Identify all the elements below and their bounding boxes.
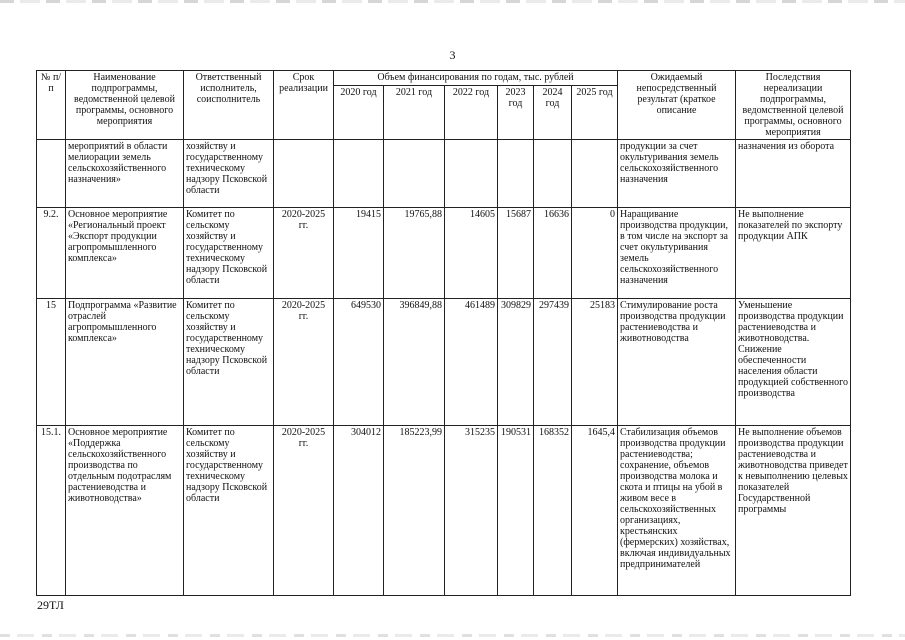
cell-consequence: назначения из оборота (736, 140, 851, 208)
cell-num: 15 (37, 299, 66, 426)
cell-term: 2020-2025 гг. (274, 426, 334, 596)
cell-2023: 190531 (498, 426, 534, 596)
header-2023: 2023 год (498, 85, 534, 139)
header-2021: 2021 год (384, 85, 445, 139)
table-row (37, 140, 851, 208)
header-2022: 2022 год (445, 85, 498, 139)
cell-2021: 396849,88 (384, 299, 445, 426)
cell-term: 2020-2025 гг. (274, 208, 334, 299)
cell-consequence: Уменьшение производства продукции растениеводства и животноводства. Снижение обеспеченности населения области продукцией собственного производства (736, 299, 851, 426)
header-consequence: Последствия нереализации подпрограммы, ведомственной целевой программы, основного мероприятия (736, 71, 851, 140)
cell-consequence: Не выполнение показателей по экспорту продукции АПК (736, 208, 851, 299)
cell-consequence: Не выполнение объемов производства продукции растениеводства и животноводства приведет к невыполнению целевых показателей Государственной программы (736, 426, 851, 596)
cell-executor: Комитет по сельскому хозяйству и государственному техническому надзору Псковской области (184, 299, 274, 426)
cell-2025 (572, 140, 618, 208)
cell-2023 (498, 140, 534, 208)
cell-2025: 25183 (572, 299, 618, 426)
header-2024: 2024 год (534, 85, 572, 139)
cell-2025: 0 (572, 208, 618, 299)
cell-2023: 309829 (498, 299, 534, 426)
cell-term (274, 140, 334, 208)
cell-2020 (334, 140, 384, 208)
footer-code: 29ТЛ (37, 598, 64, 612)
scan-edge-top (0, 0, 905, 3)
cell-2024: 16636 (534, 208, 572, 299)
cell-2021: 19765,88 (384, 208, 445, 299)
header-name: Наименование подпрограммы, ведомственной целевой программы, основного мероприятия (66, 71, 184, 140)
cell-num: 15.1. (37, 426, 66, 596)
header-2020: 2020 год (334, 85, 384, 139)
cell-result: Стабилизация объемов производства продукции растениеводства; сохранение, объемов производства молока и скота и птицы на убой в живом весе в сельскохозяйственных организациях, крестьянских (фермерских) хозяйствах, включая индивидуальных предпринимателей (618, 426, 736, 596)
header-executor: Ответственный исполнитель, соисполнитель (184, 71, 274, 140)
cell-2022: 461489 (445, 299, 498, 426)
cell-2024: 168352 (534, 426, 572, 596)
page-number: 3 (449, 48, 456, 62)
cell-2024: 297439 (534, 299, 572, 426)
cell-num: 9.2. (37, 208, 66, 299)
cell-executor: хозяйству и государственному техническому надзору Псковской области (184, 140, 274, 208)
cell-2020: 304012 (334, 426, 384, 596)
table-row (37, 208, 851, 299)
cell-executor: Комитет по сельскому хозяйству и государственному техническому надзору Псковской области (184, 426, 274, 596)
cell-2022: 315235 (445, 426, 498, 596)
cell-2021: 185223,99 (384, 426, 445, 596)
cell-term: 2020-2025 гг. (274, 299, 334, 426)
cell-num (37, 140, 66, 208)
cell-2020: 19415 (334, 208, 384, 299)
cell-2022: 14605 (445, 208, 498, 299)
cell-2025: 1645,4 (572, 426, 618, 596)
cell-2024 (534, 140, 572, 208)
cell-name: мероприятий в области мелиорации земель сельскохозяйственного назначения» (66, 140, 184, 208)
cell-2021 (384, 140, 445, 208)
cell-2020: 649530 (334, 299, 384, 426)
header-result: Ожидаемый непосредственный результат (краткое описание (618, 71, 736, 140)
header-row (37, 71, 851, 86)
table-row (37, 299, 851, 426)
cell-executor: Комитет по сельскому хозяйству и государственному техническому надзору Псковской области (184, 208, 274, 299)
program-table (36, 70, 851, 596)
header-num: № п/п (37, 71, 66, 140)
cell-result: Стимулирование роста производства продукции растениеводства и животноводства (618, 299, 736, 426)
header-term: Срок реализации (274, 71, 334, 140)
table-row (37, 426, 851, 596)
cell-result: продукции за счет окультуривания земель сельскохозяйственного назначения (618, 140, 736, 208)
cell-name: Основное мероприятие «Поддержка сельскохозяйственного производства по отдельным подотраслям растениеводства и животноводства» (66, 426, 184, 596)
header-funding: Объем финансирования по годам, тыс. рублей (334, 71, 618, 86)
header-2025: 2025 год (572, 85, 618, 139)
cell-2023: 15687 (498, 208, 534, 299)
cell-2022 (445, 140, 498, 208)
cell-name: Подпрограмма «Развитие отраслей агропромышленного комплекса» (66, 299, 184, 426)
cell-name: Основное мероприятие «Региональный проект «Экспорт продукции агропромышленного комплекса» (66, 208, 184, 299)
cell-result: Наращивание производства продукции, в том числе на экспорт за счет окультуривания земель сельскохозяйственного назначения (618, 208, 736, 299)
scan-edge-bottom (0, 634, 905, 637)
